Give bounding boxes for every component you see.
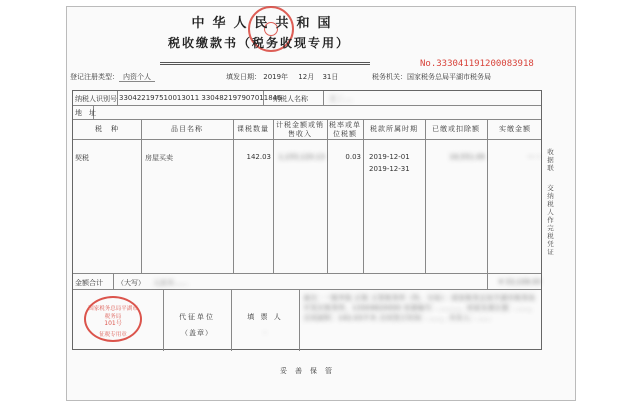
remarks: 备注：一般申报 正税 主管税务所（科、分局）：国家税务总局平湖市税务局开发区税务所，13304820000 房源编号：………，房屋坐落位置：……，合同面积：142.03平米 合同签订时间：……，共有人：…… [303,294,537,322]
row-actual: ··· ·· [527,153,541,161]
total-yen: ¥ 33,108.00 [498,278,541,286]
footer-keep-safe: 妥善保管 [280,367,340,375]
tax-authority: 税务机关：国家税务总局平湖市税务局 [372,73,491,81]
row-tax-type: 契税 [75,154,89,162]
total-uppercase-value: 人民币…… [153,279,188,287]
col-tax-type: 税 种 [95,125,119,133]
row-period-start: 2019-12-01 [369,153,410,161]
taxpayer-id-label: 纳税人识别号 [75,95,117,103]
row-rate: 0.03 [345,153,361,161]
col-item: 品目名称 [171,125,203,133]
collector-label: 代征单位 [179,313,215,321]
total-uppercase-prefix: （大写） [117,279,145,287]
document-title: 中华人民共和国 [191,16,339,31]
red-seal-bottom: 国家税务总局平湖市税务局 101号 征税专用章 [84,296,142,342]
row-item: 房屋买卖 [145,154,173,162]
row-basis: 1,155,120.13 [278,153,325,161]
col-basis: 计税金额或销售收入 [276,121,324,138]
title-underline [160,62,370,65]
taxpayer-id-value: 330422197510013011 330482197907011846 [119,94,282,102]
side-copy-desc: 交纳税人作完税凭证 [547,184,554,256]
taxpayer-name-label: 纳税人名称 [273,95,308,103]
filler-value: · [263,329,267,337]
address-label: 地 址 [75,109,96,117]
col-quantity: 课税数量 [237,125,269,133]
row-quantity: 142.03 [246,153,271,161]
col-paid: 已缴或扣除额 [432,125,480,133]
filler-label: 填 票 人 [247,313,283,321]
fill-date: 填发日期： 2019年 12月 31日 [226,73,339,81]
document-subtitle: 税收缴款书（税务收现专用） [168,36,351,50]
taxpayer-name-value: 王二 … [329,95,353,103]
col-period: 税款所属时期 [370,125,418,133]
col-actual: 实缴金额 [499,125,531,133]
serial-number: No.333041191200083918 [420,59,534,69]
side-copy-name: 收据联 [547,148,554,172]
registration-type: 登记注册类型： 内资个人 [70,72,155,82]
tax-table [72,90,542,350]
row-paid: 16,551.06 [449,153,485,161]
col-rate: 税率或单位税额 [329,121,361,138]
row-period-end: 2019-12-31 [369,165,410,173]
total-label: 金额合计 [75,279,103,287]
collector-seal-label: （盖章） [181,329,213,337]
